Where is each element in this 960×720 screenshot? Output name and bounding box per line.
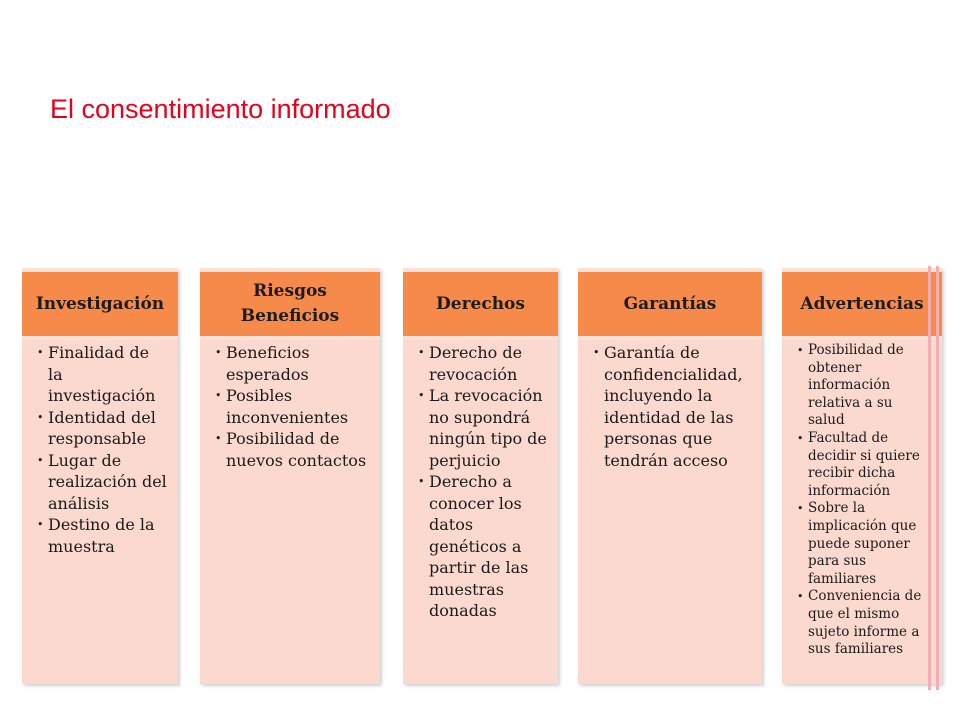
column-investigacion — [22, 268, 178, 684]
column-list — [226, 342, 370, 471]
column-derechos — [403, 268, 558, 684]
column-list — [808, 342, 932, 659]
accent-bar-decoration — [936, 266, 939, 690]
list-item: • Posibilidad de obtener información relativa a su salud — [808, 342, 932, 430]
column-list — [604, 342, 752, 471]
list-item: • Lugar de realización del análisis — [48, 450, 168, 515]
column-list — [48, 342, 168, 557]
column-header — [22, 272, 178, 336]
column-advertencias — [782, 268, 942, 684]
column-body — [403, 340, 558, 684]
column-riesgos-beneficios — [200, 268, 380, 684]
list-item: • La revocación no supondrá ningún tipo de perjuicio — [429, 385, 548, 471]
column-body — [22, 340, 178, 684]
column-header-line: Riesgos — [253, 281, 327, 301]
column-header — [782, 272, 942, 336]
column-header-line: Derechos — [436, 293, 525, 314]
list-item: • Posibilidad de nuevos contactos — [226, 428, 370, 471]
accent-bar-decoration — [928, 266, 931, 690]
column-header-line: Garantías — [623, 293, 717, 314]
list-item: • Posibles inconvenientes — [226, 385, 370, 428]
column-list — [429, 342, 548, 622]
column-header-line: Advertencias — [800, 293, 924, 314]
column-body — [578, 340, 762, 684]
column-body — [200, 340, 380, 684]
list-item: • Derecho a conocer los datos genéticos a partir de las muestras donadas — [429, 471, 548, 622]
list-item: • Conveniencia de que el mismo sujeto informe a sus familiares — [808, 588, 932, 658]
column-header-line: Beneficios — [240, 306, 340, 326]
list-item: • Destino de la muestra — [48, 514, 168, 557]
column-garantias — [578, 268, 762, 684]
slide-title: El consentimiento informado — [50, 94, 391, 124]
column-header — [578, 272, 762, 336]
list-item: • Derecho de revocación — [429, 342, 548, 385]
list-item: • Facultad de decidir si quiere recibir dicha información — [808, 430, 932, 500]
list-item: • Identidad del responsable — [48, 407, 168, 450]
column-header — [403, 272, 558, 336]
column-header-line: Investigación — [35, 293, 165, 314]
column-body — [782, 340, 942, 684]
list-item: • Finalidad de la investigación — [48, 342, 168, 407]
list-item: • Sobre la implicación que puede suponer para sus familiares — [808, 500, 932, 588]
list-item: • Beneficios esperados — [226, 342, 370, 385]
column-header — [200, 272, 380, 336]
list-item: • Garantía de confidencialidad, incluyendo la identidad de las personas que tendrán acceso — [604, 342, 752, 471]
